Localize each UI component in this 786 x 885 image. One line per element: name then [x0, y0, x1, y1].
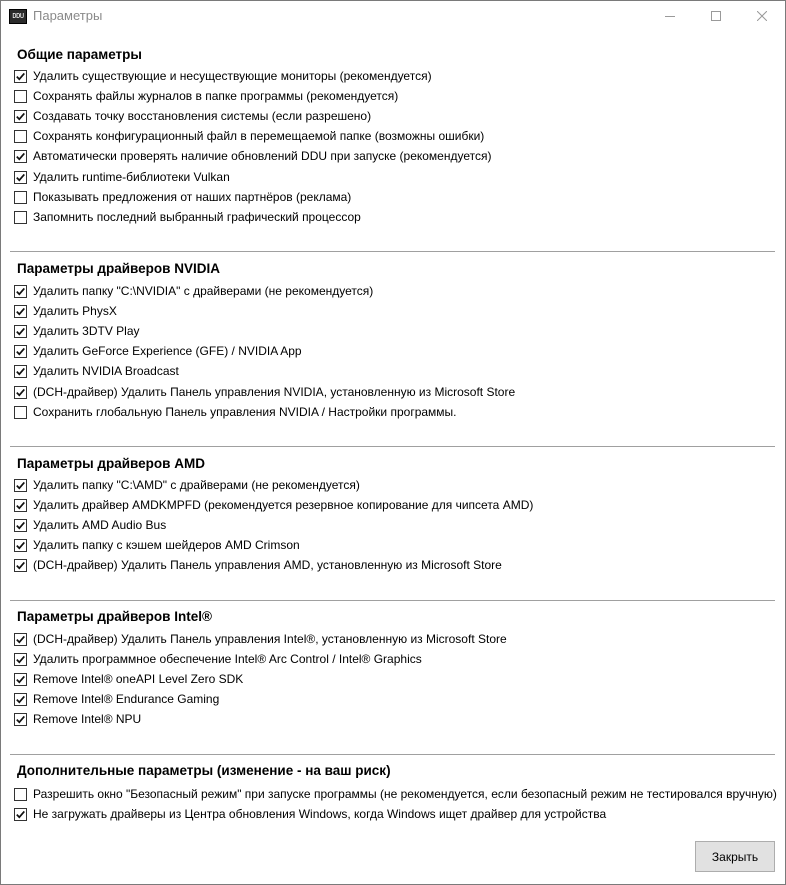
- checkbox-unchecked[interactable]: [14, 90, 27, 103]
- checkmark-icon: [15, 366, 26, 377]
- option-advanced-2[interactable]: [14, 805, 606, 823]
- option-intel-4[interactable]: [14, 690, 219, 708]
- option-amd-5[interactable]: [14, 556, 502, 574]
- checkbox-unchecked[interactable]: [14, 191, 27, 204]
- checkbox-checked[interactable]: [14, 808, 27, 821]
- option-label: Удалить GeForce Experience (GFE) / NVIDIA App: [33, 344, 302, 358]
- checkbox-checked[interactable]: [14, 285, 27, 298]
- close-button[interactable]: Закрыть: [695, 841, 775, 872]
- checkmark-icon: [15, 714, 26, 725]
- option-label: Не загружать драйверы из Центра обновления Windows, когда Windows ищет драйвер для устройства: [33, 807, 607, 821]
- option-nvidia-4[interactable]: [14, 342, 302, 360]
- checkmark-icon: [15, 346, 26, 357]
- maximize-icon: [711, 11, 721, 21]
- option-label: Удалить папку "C:\AMD" с драйверами (не рекомендуется): [33, 478, 360, 492]
- section-divider: [10, 600, 775, 601]
- checkbox-checked[interactable]: [14, 150, 27, 163]
- checkbox-checked[interactable]: [14, 345, 27, 358]
- section-title-advanced: Дополнительные параметры (изменение - на ваш риск): [17, 763, 391, 778]
- option-label: Удалить папку с кэшем шейдеров AMD Crimson: [33, 538, 300, 552]
- option-nvidia-7[interactable]: [14, 403, 457, 421]
- option-amd-2[interactable]: [14, 496, 533, 514]
- option-nvidia-3[interactable]: [14, 322, 140, 340]
- option-general-2[interactable]: [14, 87, 398, 105]
- option-nvidia-1[interactable]: [14, 282, 373, 300]
- option-amd-3[interactable]: [14, 516, 166, 534]
- option-label: Удалить существующие и несуществующие мониторы (рекомендуется): [33, 69, 432, 83]
- section-title-amd: Параметры драйверов AMD: [17, 456, 205, 471]
- option-label: Удалить папку "C:\NVIDIA" с драйверами (не рекомендуется): [33, 284, 374, 298]
- option-label: Сохранять файлы журналов в папке программы (рекомендуется): [33, 89, 399, 103]
- option-general-5[interactable]: [14, 147, 491, 165]
- checkbox-checked[interactable]: [14, 693, 27, 706]
- checkbox-unchecked[interactable]: [14, 788, 27, 801]
- checkmark-icon: [15, 654, 26, 665]
- checkbox-checked[interactable]: [14, 539, 27, 552]
- minimize-button[interactable]: [647, 1, 693, 31]
- checkmark-icon: [15, 634, 26, 645]
- section-title-general: Общие параметры: [17, 47, 142, 62]
- checkbox-checked[interactable]: [14, 171, 27, 184]
- option-intel-3[interactable]: [14, 670, 243, 688]
- section-divider: [10, 446, 775, 447]
- section-divider: [10, 251, 775, 252]
- window-title: Параметры: [33, 8, 103, 23]
- checkbox-checked[interactable]: [14, 633, 27, 646]
- option-label: Разрешить окно "Безопасный режим" при запуске программы (не рекомендуется, если безопасный режим не тестировался вручную): [33, 787, 777, 801]
- checkmark-icon: [15, 694, 26, 705]
- option-label: Сохранять конфигурационный файл в перемещаемой папке (возможны ошибки): [33, 129, 485, 143]
- checkmark-icon: [15, 71, 26, 82]
- option-label: Remove Intel® oneAPI Level Zero SDK: [33, 672, 244, 686]
- option-label: (DCH-драйвер) Удалить Панель управления AMD, установленную из Microsoft Store: [33, 558, 502, 572]
- option-label: Удалить AMD Audio Bus: [33, 518, 167, 532]
- option-general-1[interactable]: [14, 67, 432, 85]
- option-label: (DCH-драйвер) Удалить Панель управления Intel®, установленную из Microsoft Store: [33, 632, 507, 646]
- checkmark-icon: [15, 500, 26, 511]
- option-general-3[interactable]: [14, 107, 371, 125]
- checkbox-checked[interactable]: [14, 386, 27, 399]
- checkbox-checked[interactable]: [14, 110, 27, 123]
- option-label: Удалить 3DTV Play: [33, 324, 140, 338]
- checkbox-checked[interactable]: [14, 479, 27, 492]
- checkmark-icon: [15, 809, 26, 820]
- checkmark-icon: [15, 560, 26, 571]
- option-general-4[interactable]: [14, 127, 484, 145]
- option-general-6[interactable]: [14, 168, 230, 186]
- checkmark-icon: [15, 480, 26, 491]
- option-label: Удалить драйвер AMDKMPFD (рекомендуется резервное копирование для чипсета AMD): [33, 498, 534, 512]
- option-amd-1[interactable]: [14, 476, 360, 494]
- checkmark-icon: [15, 306, 26, 317]
- close-window-button[interactable]: [739, 1, 785, 31]
- checkbox-checked[interactable]: [14, 519, 27, 532]
- checkbox-checked[interactable]: [14, 559, 27, 572]
- checkmark-icon: [15, 540, 26, 551]
- option-label: Показывать предложения от наших партнёров (реклама): [33, 190, 352, 204]
- option-label: Запомнить последний выбранный графический процессор: [33, 210, 361, 224]
- section-title-intel: Параметры драйверов Intel®: [17, 609, 212, 624]
- option-label: Remove Intel® Endurance Gaming: [33, 692, 220, 706]
- app-icon: DDU: [9, 9, 27, 24]
- option-advanced-1[interactable]: [14, 785, 777, 803]
- option-intel-1[interactable]: [14, 630, 507, 648]
- option-amd-4[interactable]: [14, 536, 300, 554]
- option-label: Автоматически проверять наличие обновлений DDU при запуске (рекомендуется): [33, 149, 492, 163]
- option-label: Создавать точку восстановления системы (если разрешено): [33, 109, 372, 123]
- option-nvidia-6[interactable]: [14, 383, 515, 401]
- checkbox-checked[interactable]: [14, 713, 27, 726]
- option-nvidia-2[interactable]: [14, 302, 117, 320]
- option-label: (DCH-драйвер) Удалить Панель управления NVIDIA, установленную из Microsoft Store: [33, 385, 516, 399]
- checkbox-checked[interactable]: [14, 673, 27, 686]
- maximize-button[interactable]: [693, 1, 739, 31]
- option-nvidia-5[interactable]: [14, 362, 179, 380]
- option-label: Сохранить глобальную Панель управления NVIDIA / Настройки программы.: [33, 405, 457, 419]
- close-icon: [757, 11, 767, 21]
- option-label: Удалить NVIDIA Broadcast: [33, 364, 179, 378]
- checkbox-unchecked[interactable]: [14, 211, 27, 224]
- checkbox-checked[interactable]: [14, 365, 27, 378]
- option-intel-5[interactable]: [14, 710, 141, 728]
- option-general-7[interactable]: [14, 188, 351, 206]
- option-label: Remove Intel® NPU: [33, 712, 142, 726]
- option-label: Удалить программное обеспечение Intel® Arc Control / Intel® Graphics: [33, 652, 422, 666]
- checkmark-icon: [15, 520, 26, 531]
- checkbox-checked[interactable]: [14, 305, 27, 318]
- option-general-8[interactable]: [14, 208, 361, 226]
- title-bar[interactable]: [1, 1, 785, 31]
- option-label: Удалить PhysX: [33, 304, 117, 318]
- section-divider: [10, 754, 775, 755]
- checkmark-icon: [15, 151, 26, 162]
- minimize-icon: [665, 11, 675, 21]
- checkbox-checked[interactable]: [14, 653, 27, 666]
- checkmark-icon: [15, 387, 26, 398]
- checkbox-unchecked[interactable]: [14, 130, 27, 143]
- checkbox-checked[interactable]: [14, 325, 27, 338]
- checkmark-icon: [15, 111, 26, 122]
- checkbox-checked[interactable]: [14, 499, 27, 512]
- section-title-nvidia: Параметры драйверов NVIDIA: [17, 261, 220, 276]
- checkmark-icon: [15, 326, 26, 337]
- option-intel-2[interactable]: [14, 650, 422, 668]
- checkbox-checked[interactable]: [14, 70, 27, 83]
- checkbox-unchecked[interactable]: [14, 406, 27, 419]
- checkmark-icon: [15, 674, 26, 685]
- option-label: Удалить runtime-библиотеки Vulkan: [33, 170, 230, 184]
- checkmark-icon: [15, 172, 26, 183]
- checkmark-icon: [15, 286, 26, 297]
